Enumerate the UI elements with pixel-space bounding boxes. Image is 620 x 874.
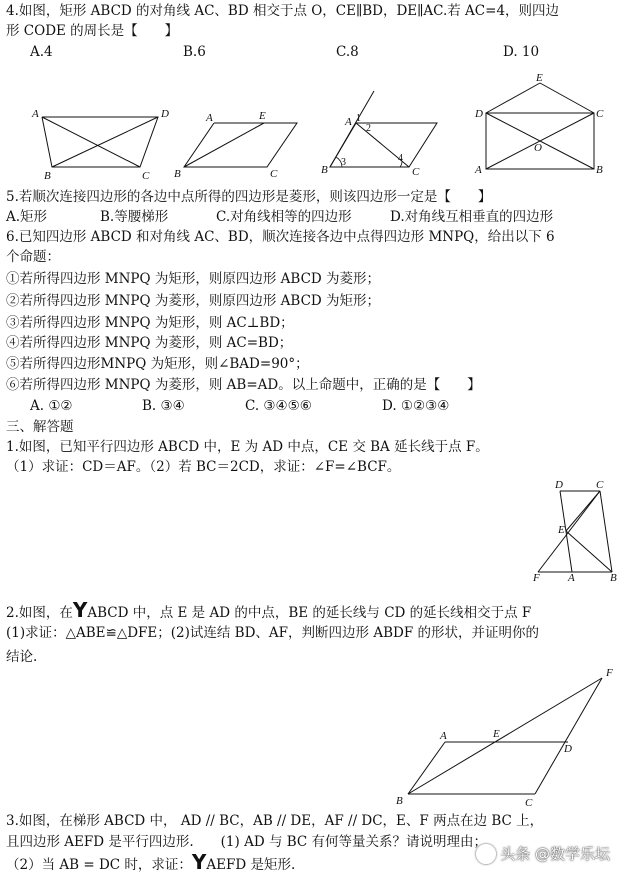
fig2-label-e: E <box>259 110 266 122</box>
p2-fig-label-a: A <box>440 730 447 742</box>
fig3-angle-1: 1 <box>356 113 361 124</box>
fig1-label-b: B <box>44 170 51 182</box>
q6-item-3: ③若所得四边形 MNPQ 为矩形，则 AC⊥BD； <box>6 315 294 331</box>
fig2-label-b: B <box>174 168 181 180</box>
p2-fig-label-c: C <box>525 797 533 809</box>
fig1-label-a: A <box>32 108 39 120</box>
fig1-label-d: D <box>161 108 169 120</box>
p2-line1 <box>6 598 532 622</box>
parallelogram-symbol: Y <box>72 598 88 622</box>
fig3-label-b: B <box>321 164 328 176</box>
fig3-angle-3: 3 <box>341 157 346 168</box>
p1-fig-label-a: A <box>568 572 575 584</box>
q5-line1: 5.若顺次连接四边形的各边中点所得的四边形是菱形，则该四边形一定是【 】 <box>6 189 492 205</box>
q4-option-c: C.8 <box>336 44 359 60</box>
p1-fig-label-b: B <box>610 572 617 584</box>
q6-line2: 个命题： <box>6 249 60 265</box>
q4-option-a: A.4 <box>30 44 53 60</box>
q4-line1: 4.如图，矩形 ABCD 的对角线 AC、BD 相交于点 O，CE∥BD，DE∥AC.若 AC=4，则四边 <box>6 3 560 19</box>
fig2-label-c: C <box>270 168 278 180</box>
watermark-text: 头条 @数学乐坛 <box>500 844 610 863</box>
p1-line2: （1）求证：CD＝AF。（2）若 BC＝2CD，求证：∠F=∠BCF。 <box>6 459 401 475</box>
figure-parallelogram-angles <box>312 85 447 180</box>
fig2-label-a: A <box>206 112 213 124</box>
q6-item-6: ⑥若所得四边形 MNPQ 为菱形，则 AB=AD。以上命题中，正确的是【 】 <box>6 377 481 393</box>
q5-option-a: A.矩形 <box>6 209 48 225</box>
q5-option-d: D.对角线互相垂直的四边形 <box>390 209 554 225</box>
p1-fig-label-f: F <box>533 572 540 584</box>
p1-fig-label-c: C <box>596 479 604 491</box>
fig4-label-o: O <box>534 142 542 154</box>
figure-parallelogram-abce <box>172 105 312 180</box>
q5-option-b: B.等腰梯形 <box>100 209 169 225</box>
p1-line1: 1.如图，已知平行四边形 ABCD 中，E 为 AD 中点，CE 交 BA 延长线于点 F。 <box>6 439 489 455</box>
fig3-label-c: C <box>412 166 420 178</box>
p3-line1: 3.如图，在梯形 ABCD 中， AD // BC，AB // DE，AF // DC，E、F 两点在边 BC 上， <box>6 813 544 829</box>
q4-option-b: B.6 <box>183 44 206 60</box>
fig4-label-e: E <box>536 72 543 84</box>
fig4-label-d: D <box>475 108 483 120</box>
figure-rectangle-code <box>472 73 612 180</box>
fig1-label-c: C <box>142 170 150 182</box>
parallelogram-symbol: Y <box>191 850 207 874</box>
p3-line3-prefix: （2）当 AB = DC 时，求证： <box>6 857 192 873</box>
p3-line3 <box>6 850 296 874</box>
q4-line2: 形 CODE 的周长是【 】 <box>6 23 179 39</box>
q4-option-d: D. 10 <box>503 44 540 60</box>
p2-fig-label-f: F <box>606 667 613 679</box>
fig4-label-c: C <box>596 108 604 120</box>
q6-item-1: ①若所得四边形 MNPQ 为矩形，则原四边形 ABCD 为菱形； <box>6 271 381 287</box>
watermark-logo-icon <box>476 844 496 864</box>
p2-fig-label-b: B <box>396 795 403 807</box>
p3-line3-rest: AEFD 是矩形. <box>206 857 296 873</box>
fig3-label-a: A <box>345 116 352 128</box>
p2-line3: 结论. <box>6 649 38 665</box>
q6-option-c: C. ③④⑤⑥ <box>245 398 312 414</box>
q6-option-a: A. ①② <box>30 398 73 414</box>
fig4-label-a: A <box>475 164 482 176</box>
section-title: 三、解答题 <box>6 419 74 435</box>
q5-option-c: C.对角线相等的四边形 <box>216 209 352 225</box>
q6-option-b: B. ③④ <box>142 398 185 414</box>
q6-option-d: D. ①②③④ <box>382 398 450 414</box>
watermark <box>476 843 610 865</box>
q6-item-2: ②若所得四边形 MNPQ 为菱形，则原四边形 ABCD 为矩形； <box>6 293 381 309</box>
fig3-angle-2: 2 <box>366 123 371 134</box>
figure-problem2 <box>390 664 620 814</box>
p1-fig-label-d: D <box>555 479 563 491</box>
p3-line2: 且四边形 AEFD 是平行四边形. (1) AD 与 BC 有何等量关系？请说明理由； <box>6 834 488 850</box>
p2-fig-label-d: D <box>564 743 572 755</box>
q6-line1: 6.已知四边形 ABCD 和对角线 AC、BD，顺次连接各边中点得四边形 MNPQ，给出以下 6 <box>6 229 555 245</box>
fig3-angle-4: 4 <box>398 153 403 164</box>
fig4-label-b: B <box>596 164 603 176</box>
q6-item-4: ④若所得四边形 MNPQ 为菱形，则 AC=BD； <box>6 335 293 351</box>
p1-fig-label-e: E <box>558 524 565 536</box>
figure-problem1 <box>528 477 618 585</box>
p2-prefix: 2.如图，在 <box>6 605 73 621</box>
figure-parallelogram-abcd <box>30 105 170 180</box>
p2-fig-label-e: E <box>493 728 500 740</box>
q6-item-5: ⑤若所得四边形MNPQ 为矩形，则∠BAD=90°； <box>6 356 309 372</box>
p2-rest: ABCD 中，点 E 是 AD 的中点，BE 的延长线与 CD 的延长线相交于点 F <box>87 605 532 621</box>
p2-line2: (1)求证：△ABE≌△DFE；(2)试连结 BD、AF，判断四边形 ABDF 的形状，并证明你的 <box>6 625 539 641</box>
